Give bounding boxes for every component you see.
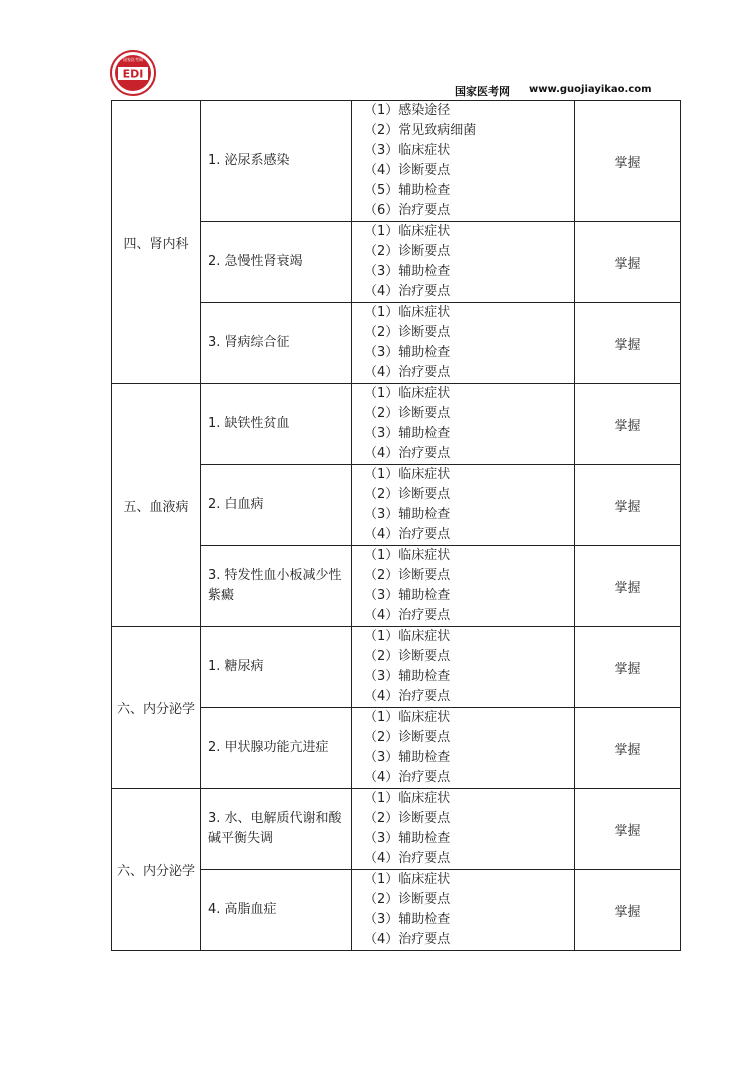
disease-cell: 3. 水、电解质代谢和酸碱平衡失调 (201, 789, 352, 870)
disease-cell: 1. 泌尿系感染 (201, 101, 352, 222)
page-header (0, 0, 753, 100)
disease-cell: 4. 高脂血症 (201, 870, 352, 951)
content-item: （3）辅助检查 (364, 831, 451, 846)
content-cell (352, 546, 575, 627)
table-row (112, 101, 681, 222)
syllabus-table (111, 100, 681, 951)
content-item: （4）治疗要点 (364, 608, 451, 623)
requirement-cell: 掌握 (575, 303, 681, 384)
content-item: （4）治疗要点 (364, 446, 451, 461)
content-item: （5）辅助检查 (364, 183, 451, 198)
disease-cell: 2. 白血病 (201, 465, 352, 546)
content-item: （3）临床症状 (364, 143, 451, 158)
content-item: （3）辅助检查 (364, 912, 451, 927)
content-item: （1）临床症状 (364, 386, 451, 401)
content-item: （3）辅助检查 (364, 588, 451, 603)
content-item: （4）诊断要点 (364, 163, 451, 178)
content-cell (352, 708, 575, 789)
content-item: （1）临床症状 (364, 548, 451, 563)
content-item: （2）诊断要点 (364, 406, 451, 421)
logo-text: 国家医考网 (123, 57, 143, 62)
disease-cell: 3. 特发性血小板减少性紫癜 (201, 546, 352, 627)
disease-cell: 1. 糖尿病 (201, 627, 352, 708)
requirement-cell: 掌握 (575, 708, 681, 789)
disease-cell: 1. 缺铁性贫血 (201, 384, 352, 465)
table-row (112, 627, 681, 708)
content-item: （4）治疗要点 (364, 851, 451, 866)
table-row (112, 384, 681, 465)
system-cell: 六、内分泌学 (112, 627, 201, 789)
content-cell (352, 222, 575, 303)
content-item: （6）治疗要点 (364, 203, 451, 218)
disease-cell: 2. 急慢性肾衰竭 (201, 222, 352, 303)
system-cell: 四、肾内科 (112, 101, 201, 384)
requirement-cell: 掌握 (575, 870, 681, 951)
disease-cell: 2. 甲状腺功能亢进症 (201, 708, 352, 789)
content-item: （1）临床症状 (364, 872, 451, 887)
requirement-cell: 掌握 (575, 465, 681, 546)
table-row (112, 789, 681, 870)
content-cell (352, 101, 575, 222)
content-cell (352, 384, 575, 465)
logo-icon (110, 50, 156, 96)
content-item: （2）诊断要点 (364, 730, 451, 745)
system-cell: 五、血液病 (112, 384, 201, 627)
content-item: （2）诊断要点 (364, 244, 451, 259)
content-item: （1）临床症状 (364, 224, 451, 239)
content-item: （3）辅助检查 (364, 750, 451, 765)
content-item: （3）辅助检查 (364, 426, 451, 441)
content-cell (352, 465, 575, 546)
system-cell: 六、内分泌学 (112, 789, 201, 951)
content-item: （4）治疗要点 (364, 770, 451, 785)
content-item: （4）治疗要点 (364, 527, 451, 542)
content-item: （2）诊断要点 (364, 811, 451, 826)
requirement-cell: 掌握 (575, 789, 681, 870)
requirement-cell: 掌握 (575, 222, 681, 303)
site-url: www.guojiayikao.com (529, 84, 652, 95)
content-item: （1）临床症状 (364, 629, 451, 644)
content-item: （3）辅助检查 (364, 669, 451, 684)
content-cell (352, 303, 575, 384)
content-item: （1）感染途径 (364, 103, 451, 118)
content-item: （4）治疗要点 (364, 932, 451, 947)
requirement-cell: 掌握 (575, 627, 681, 708)
content-item: （2）诊断要点 (364, 325, 451, 340)
content-item: （4）治疗要点 (364, 689, 451, 704)
requirement-cell: 掌握 (575, 384, 681, 465)
content-item: （2）诊断要点 (364, 649, 451, 664)
disease-cell: 3. 肾病综合征 (201, 303, 352, 384)
content-item: （1）临床症状 (364, 791, 451, 806)
content-item: （3）辅助检查 (364, 345, 451, 360)
site-name: 国家医考网 (455, 85, 510, 98)
content-item: （4）治疗要点 (364, 365, 451, 380)
content-cell (352, 627, 575, 708)
content-item: （3）辅助检查 (364, 507, 451, 522)
content-item: （2）诊断要点 (364, 568, 451, 583)
syllabus-table-body (112, 101, 681, 951)
requirement-cell: 掌握 (575, 546, 681, 627)
content-item: （2）常见致病细菌 (364, 123, 477, 138)
content-item: （1）临床症状 (364, 467, 451, 482)
content-item: （4）治疗要点 (364, 284, 451, 299)
content-item: （1）临床症状 (364, 710, 451, 725)
requirement-cell: 掌握 (575, 101, 681, 222)
content-item: （2）诊断要点 (364, 487, 451, 502)
content-item: （2）诊断要点 (364, 892, 451, 907)
content-item: （1）临床症状 (364, 305, 451, 320)
content-cell (352, 789, 575, 870)
content-item: （3）辅助检查 (364, 264, 451, 279)
content-cell (352, 870, 575, 951)
svg-text:EDI: EDI (122, 67, 144, 81)
